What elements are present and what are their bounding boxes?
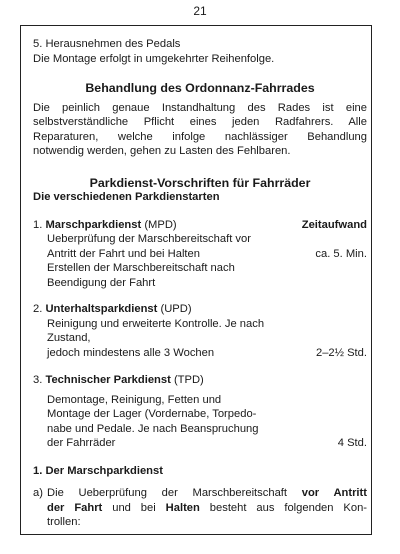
service-3-line-2: Montage der Lager (Vordernabe, Torpedo- (47, 408, 257, 420)
service-1-number: 1. (33, 218, 43, 231)
service-3-line-1: Demontage, Reinigung, Fetten und (47, 393, 222, 406)
item-a-bold-2: der Fahrt (47, 501, 103, 514)
service-1-line-2: Antritt der Fahrt und bei Halten (47, 247, 200, 260)
service-2-line-1: Reinigung und erweiterte Kontrolle. Je nach (47, 317, 265, 330)
section-1-heading: 1. Der Marschparkdienst (33, 464, 163, 477)
service-1-line-1: Ueberprüfung der Marschbereitschaft vor (47, 233, 251, 245)
service-1-line-3: Erstellen der Marschbereitschaft nach (47, 262, 235, 274)
service-3-abbr: (TPD) (173, 374, 204, 386)
step-5-remove-pedal: 5. Herausnehmen des Pedals (33, 38, 181, 50)
maintenance-heading: Behandlung des Ordonnanz-Fahrrades (85, 81, 315, 95)
item-a-line-1 (47, 486, 367, 501)
item-a-line-2 (47, 501, 367, 516)
service-1-title-row (33, 218, 367, 233)
service-2-abbr: (UPD) (160, 303, 192, 315)
service-2-number: 2. (33, 303, 43, 315)
service-1-name: Marschparkdienst (45, 218, 142, 231)
service-1-line-4: Beendigung der Fahrt (47, 276, 156, 289)
time-header: Zeitaufwand (301, 218, 367, 231)
item-a-line-3: trollen: (47, 516, 81, 528)
service-2-line-2: Zustand, (47, 332, 91, 344)
maintenance-line-3: Reparaturen, welche infolge nachlässiger Behandlung (33, 130, 367, 143)
item-a-label: a) (33, 487, 43, 499)
maintenance-line-4: notwendig werden, gehen zu Lasten des Fehlbaren. (33, 145, 291, 157)
service-1-time: ca. 5. Min. (315, 247, 367, 260)
maintenance-line-2: selbstverständliche Pflicht eines jeden Radfahrers. Alle (33, 116, 367, 128)
service-2-name: Unterhaltsparkdienst (45, 303, 158, 315)
service-3-line-3: nabe und Pedale. Je nach Beanspruchung (47, 422, 259, 435)
maintenance-line-1: Die peinlich genaue Instandhaltung des Rades ist eine (33, 101, 367, 114)
parkdienst-heading: Parkdienst-Vorschriften für Fahrräder (89, 175, 311, 190)
service-2-line-3: jedoch mindestens alle 3 Wochen (47, 346, 215, 359)
item-a-bold-1: vor Antritt (301, 487, 367, 499)
item-a-text-1: Die Ueberprüfung der Marschbereitschaft (47, 487, 288, 499)
service-2-title-row (33, 302, 367, 317)
item-a-bold-3: Halten (165, 501, 200, 514)
service-3-name: Technischer Parkdienst (45, 374, 171, 386)
page-content (33, 37, 367, 530)
item-a-text-3: besteht aus folgenden Kon- (209, 501, 368, 514)
assembly-note: Die Montage erfolgt in umgekehrter Reihenfolge. (33, 52, 275, 65)
service-3-line-4: der Fahrräder (47, 437, 116, 449)
page-number: 21 (193, 4, 207, 18)
item-a-text-2: und bei (112, 501, 156, 514)
service-3-number: 3. (33, 374, 43, 386)
service-2-time: 2–2½ Std. (315, 346, 367, 359)
parkdienst-subheading: Die verschiedenen Parkdienstarten (33, 191, 220, 203)
service-3-title-row (33, 373, 367, 388)
service-3-time: 4 Std. (337, 437, 367, 449)
item-a (33, 486, 367, 530)
service-1-abbr: (MPD) (144, 218, 177, 231)
